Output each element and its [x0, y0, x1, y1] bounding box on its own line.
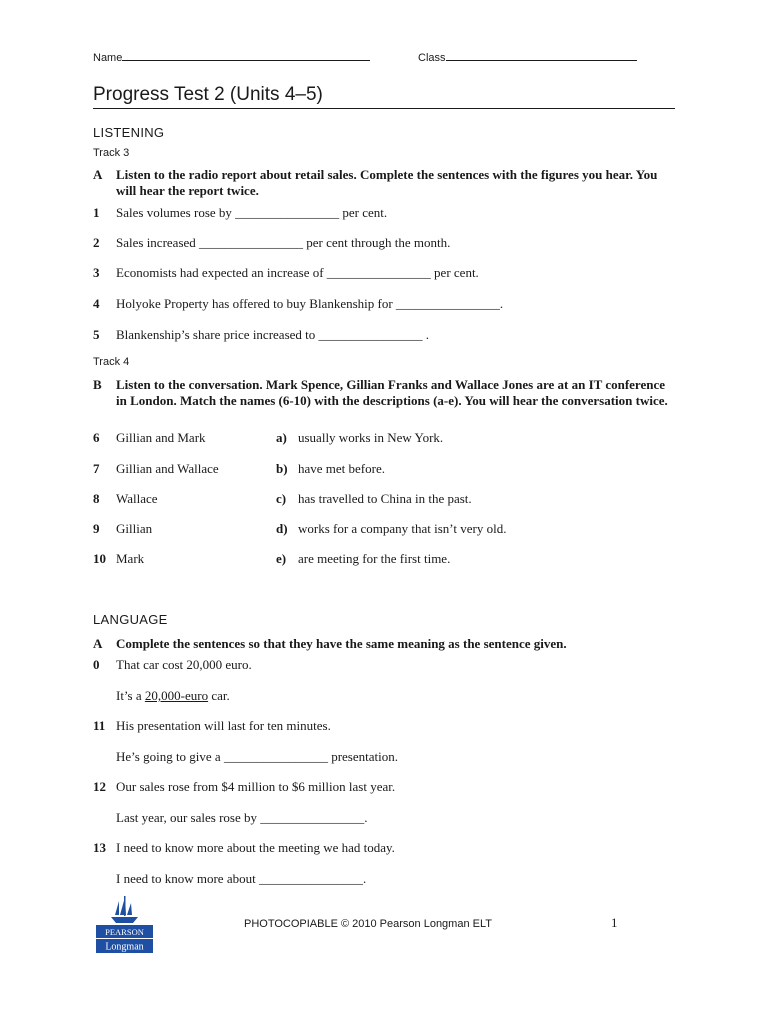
name-blank	[122, 51, 370, 61]
question-text: Blankenship’s share price increased to ________________ .	[116, 327, 430, 342]
listening-a-instruction	[93, 167, 678, 199]
item-name: Mark	[116, 551, 145, 566]
track-4-label: Track 4	[93, 356, 130, 368]
option-letter: d)	[276, 521, 288, 536]
question-number: 1	[93, 205, 100, 220]
listening-b-instruction	[93, 377, 678, 409]
option-letter: a)	[276, 430, 287, 445]
class-blank	[446, 51, 637, 61]
option-letter: b)	[276, 461, 288, 476]
instruction-text: Listen to the conversation. Mark Spence, Gillian Franks and Wallace Jones are at an IT conference in London. Match the names (6-10) with the descriptions (a-e). You will hear the conversation twice.	[116, 377, 668, 408]
item-number: 9	[93, 521, 100, 536]
logo-bottom-text: Longman	[105, 941, 144, 953]
answer-line-13: I need to know more about ________________.	[116, 871, 367, 886]
question-number: 0	[93, 657, 100, 672]
page-number: 1	[611, 915, 618, 930]
part-letter: A	[93, 167, 103, 182]
option-letter: c)	[276, 491, 287, 506]
answer-filled: 20,000-euro	[144, 688, 209, 703]
track-3-label: Track 3	[93, 147, 130, 159]
question-text: Holyoke Property has offered to buy Blankenship for ________________.	[116, 296, 504, 311]
option-description: have met before.	[298, 461, 385, 476]
question-number: 5	[93, 327, 100, 342]
answer-suffix: car.	[208, 688, 230, 703]
answer-line-11: He’s going to give a ________________ presentation.	[116, 749, 398, 764]
language-a-instruction	[93, 636, 678, 652]
question-number: 3	[93, 265, 100, 280]
item-number: 6	[93, 430, 100, 445]
question-number: 13	[93, 840, 106, 855]
part-letter: B	[93, 377, 102, 392]
language-heading: LANGUAGE	[93, 612, 168, 627]
item-name: Gillian	[116, 521, 153, 536]
page-title: Progress Test 2 (Units 4–5)	[93, 84, 323, 105]
option-description: are meeting for the first time.	[298, 551, 451, 566]
item-number: 7	[93, 461, 100, 476]
class-label: Class	[418, 52, 446, 64]
ship-icon	[111, 896, 138, 923]
title-divider	[93, 108, 675, 109]
answer-line-12: Last year, our sales rose by ________________.	[116, 810, 368, 825]
question-text: Our sales rose from $4 million to $6 million last year.	[116, 779, 396, 794]
option-description: works for a company that isn’t very old.	[298, 521, 507, 536]
question-number: 4	[93, 296, 100, 311]
answer-prefix: It’s a	[116, 688, 145, 703]
pearson-longman-logo	[96, 895, 153, 953]
class-field	[418, 51, 637, 64]
name-label: Name	[93, 52, 123, 64]
question-text: Economists had expected an increase of ________________ per cent.	[116, 265, 479, 280]
listening-heading: LISTENING	[93, 125, 165, 140]
question-text: I need to know more about the meeting we had today.	[116, 840, 395, 855]
item-name: Gillian and Mark	[116, 430, 206, 445]
instruction-text: Complete the sentences so that they have the same meaning as the sentence given.	[116, 636, 567, 651]
item-name: Wallace	[116, 491, 158, 506]
question-number: 12	[93, 779, 106, 794]
option-letter: e)	[276, 551, 287, 566]
name-field	[93, 51, 370, 64]
item-name: Gillian and Wallace	[116, 461, 219, 476]
example-answer	[116, 688, 230, 704]
question-text: Sales increased ________________ per cent through the month.	[116, 235, 451, 250]
logo-top-text: PEARSON	[105, 927, 144, 937]
part-letter: A	[93, 636, 103, 651]
instruction-text: Listen to the radio report about retail sales. Complete the sentences with the figures you hear. You will hear the report twice.	[116, 167, 658, 198]
question-number: 11	[93, 718, 106, 733]
item-number: 10	[93, 551, 106, 566]
question-text: Sales volumes rose by ________________ per cent.	[116, 205, 388, 220]
copyright-footer: PHOTOCOPIABLE © 2010 Pearson Longman ELT	[244, 918, 492, 930]
option-description: has travelled to China in the past.	[298, 491, 472, 506]
question-number: 2	[93, 235, 100, 250]
question-text: His presentation will last for ten minutes.	[116, 718, 331, 733]
item-number: 8	[93, 491, 100, 506]
question-text: That car cost 20,000 euro.	[116, 657, 252, 672]
option-description: usually works in New York.	[298, 430, 444, 445]
